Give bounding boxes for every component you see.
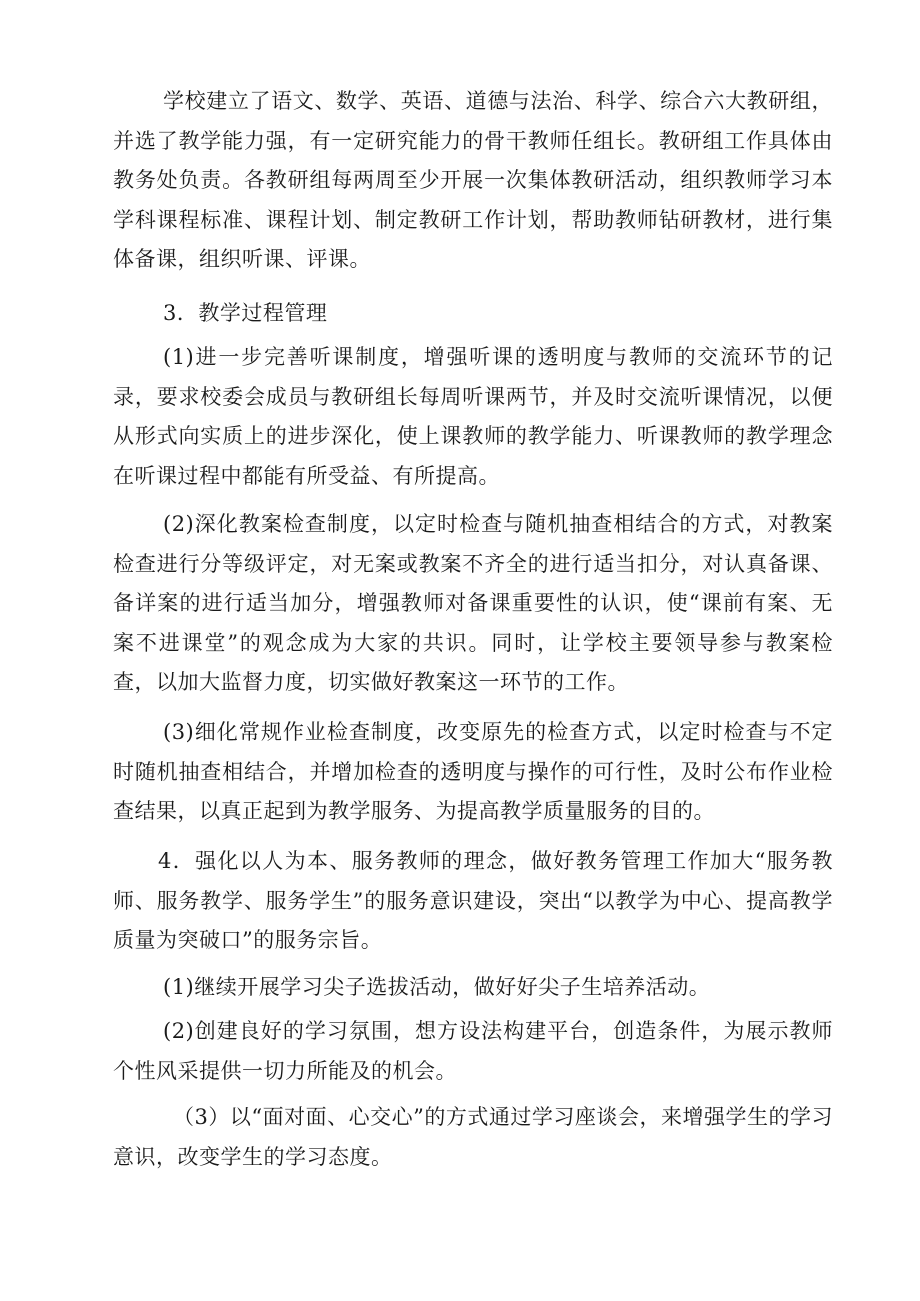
paragraph-lesson-plan-check: (2)深化教案检查制度，以定时检查与随机抽查相结合的方式，对教案检查进行分等级评定，对无案或教案不齐全的进行适当扣分，对认真备课、备详案的进行适当加分，增强教师对备课重要性的认识，使“课前有案、无案不进课堂”的观念成为大家的共识。同时，让学校主要领导参与教案检查，以加大监督力度，切实做好教案这一环节的工作。: [113, 512, 833, 694]
heading-service-concept: 4．强化以人为本、服务教师的理念，做好教务管理工作加大“服务教师、服务教学、服务学生”的服务意识建设，突出“以教学为中心、提高教学质量为突破口”的服务宗旨。: [113, 849, 833, 952]
heading-teaching-process: 3．教学过程管理: [163, 301, 328, 325]
paragraph-teaching-groups: 学校建立了语文、数学、英语、道德与法治、科学、综合六大教研组，并选了教学能力强，有一定研究能力的骨干教师任组长。教研组工作具体由教务处负责。各教研组每两周至少开展一次集体教研活动，组织教师学习本学科课程标准、课程计划、制定教研工作计划，帮助教师钻研教材，进行集体备课，组织听课、评课。: [113, 89, 833, 271]
paragraph-top-student: (1)继续开展学习尖子选拔活动，做好好尖子生培养活动。: [163, 975, 711, 999]
paragraph-learning-atmosphere: (2)创建良好的学习氛围，想方设法构建平台，创造条件，为展示教师个性风采提供一切力所能及的机会。: [113, 1019, 833, 1083]
paragraph-student-forum: （3）以“面对面、心交心”的方式通过学习座谈会，来增强学生的学习意识，改变学生的学习态度。: [113, 1105, 833, 1169]
paragraph-homework-check: (3)细化常规作业检查制度，改变原先的检查方式，以定时检查与不定时随机抽查相结合，并增加检查的透明度与操作的可行性，及时公布作业检查结果，以真正起到为教学服务、为提高教学质量服务的目的。: [113, 720, 833, 823]
paragraph-lesson-observation: (1)进一步完善听课制度，增强听课的透明度与教师的交流环节的记录，要求校委会成员与教研组长每周听课两节，并及时交流听课情况，以便从形式向实质上的进步深化，使上课教师的教学能力、听课教师的教学理念在听课过程中都能有所受益、有所提高。: [113, 345, 833, 488]
